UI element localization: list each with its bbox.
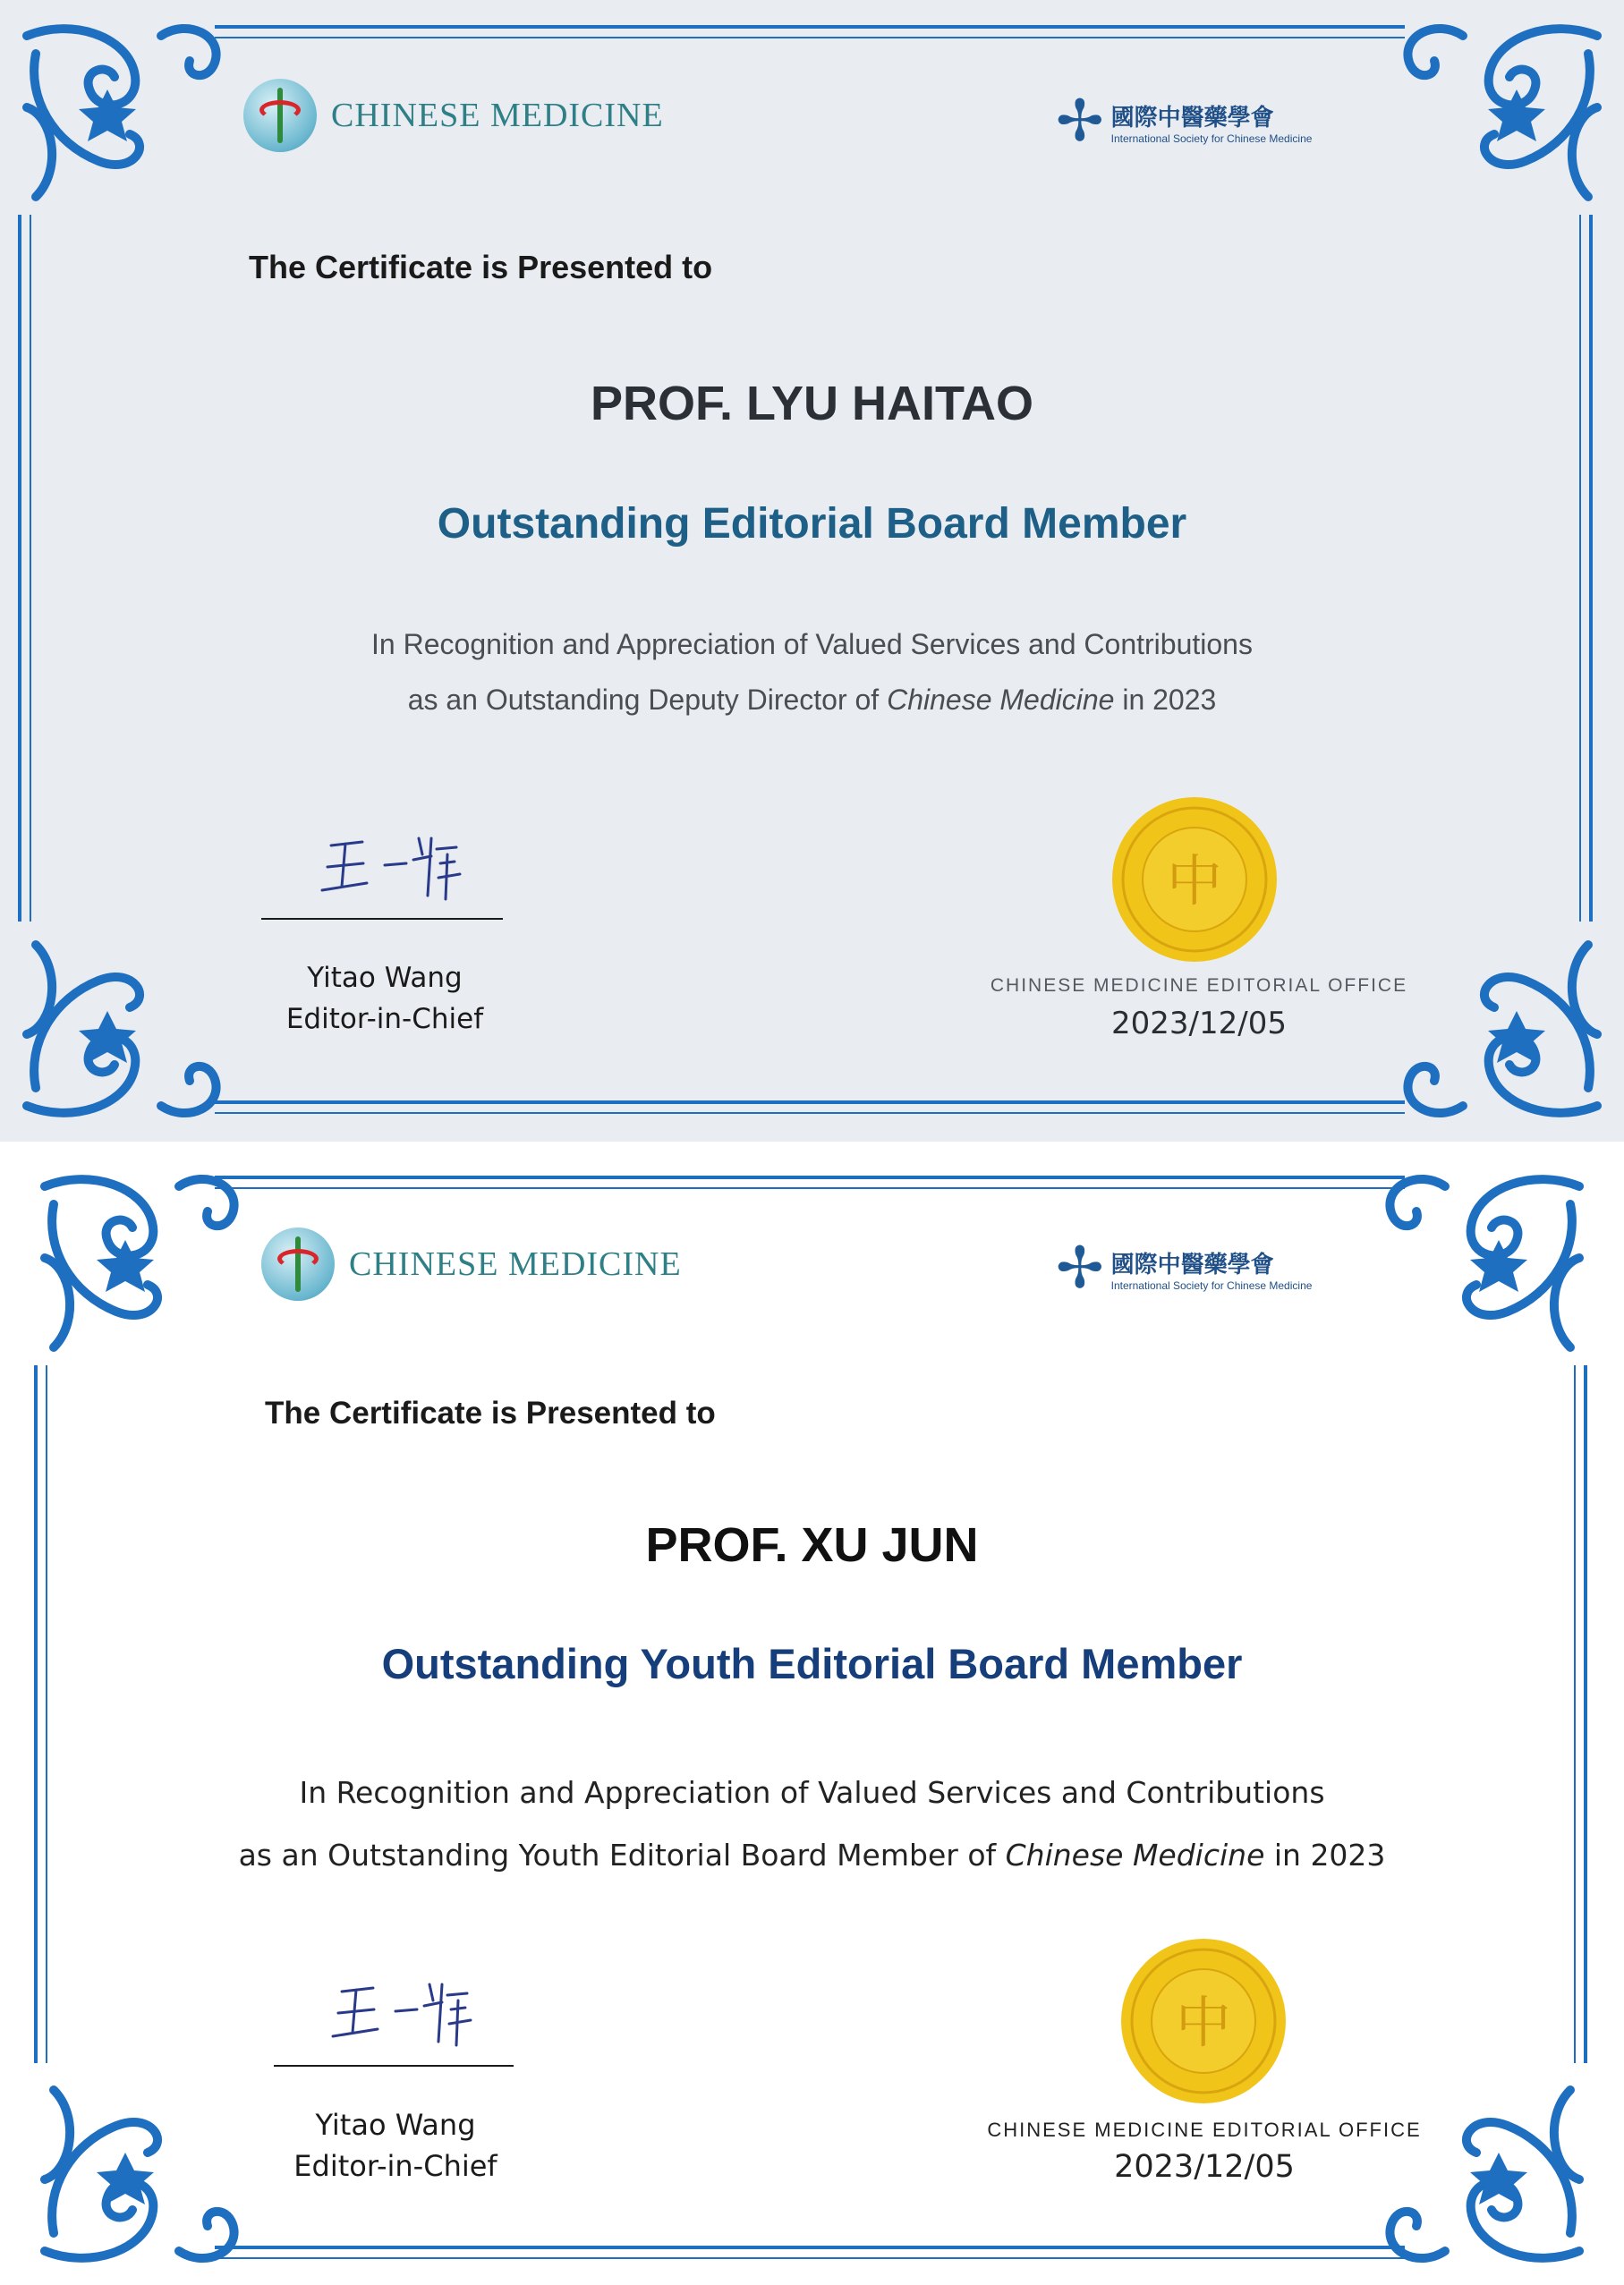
editorial-office: CHINESE MEDICINE EDITORIAL OFFICE [990, 975, 1408, 996]
award-title: Outstanding Editorial Board Member [437, 500, 1187, 548]
journal-logo-text: CHINESE MEDICINE [349, 1245, 682, 1283]
certificate-xu-jun [0, 1142, 1624, 2285]
journal-logo-text: CHINESE MEDICINE [331, 97, 664, 134]
presented-to: The Certificate is Presented to [249, 249, 713, 285]
svg-text:中: 中 [1166, 848, 1223, 913]
recognition-line-2-prefix: as an Outstanding Youth Editorial Board Member of [238, 1838, 1006, 1873]
society-logo [1056, 89, 1313, 155]
recognition-line-2-suffix: in 2023 [1264, 1838, 1386, 1873]
signature-line [274, 2065, 514, 2067]
recognition-line-2-prefix: as an Outstanding Deputy Director of [407, 684, 888, 716]
recognition-line-2-suffix: in 2023 [1114, 684, 1217, 716]
society-emblem-icon: ✢ [1056, 89, 1104, 155]
recognition-line-2 [0, 1838, 1624, 1873]
signer-title: Editor-in-Chief [293, 2149, 497, 2183]
recognition-line-1: In Recognition and Appreciation of Valued Services and Contributions [299, 1775, 1325, 1810]
signer-name: Yitao Wang [315, 2108, 476, 2142]
issue-date: 2023/12/05 [1111, 1006, 1287, 1041]
gold-seal-icon [1118, 1936, 1288, 2106]
society-emblem-icon: ✢ [1056, 1236, 1104, 1302]
signer-title: Editor-in-Chief [285, 1003, 484, 1035]
society-name-en: International Society for Chinese Medicine [1110, 1278, 1313, 1292]
award-title: Outstanding Youth Editorial Board Member [381, 1640, 1243, 1687]
presented-to: The Certificate is Presented to [265, 1396, 716, 1431]
editorial-office: CHINESE MEDICINE EDITORIAL OFFICE [987, 2119, 1422, 2141]
society-name-zh: 國際中醫藥學會 [1110, 1251, 1274, 1278]
signature-line [261, 918, 503, 920]
gold-seal-icon [1110, 794, 1280, 964]
journal-logo [261, 1227, 682, 1301]
issue-date: 2023/12/05 [1114, 2149, 1295, 2185]
chinese-medicine-logo-icon [261, 1227, 335, 1301]
signer-block [224, 957, 546, 1040]
journal-name-italic: Chinese Medicine [887, 684, 1115, 716]
signer-block [234, 2104, 557, 2187]
recipient-name: PROF. XU JUN [645, 1518, 979, 1572]
recognition-line-2 [0, 684, 1624, 717]
signature-icon [324, 1974, 476, 2054]
society-name-zh: 國際中醫藥學會 [1110, 104, 1274, 132]
society-logo [1056, 1236, 1313, 1302]
certificate-lyu-haitao [0, 0, 1624, 1142]
society-name-en: International Society for Chinese Medicine [1110, 132, 1313, 145]
chinese-medicine-logo-icon [243, 79, 317, 152]
journal-name-italic: Chinese Medicine [1005, 1838, 1265, 1873]
journal-logo [243, 79, 664, 152]
signature-icon [313, 828, 465, 908]
svg-text:中: 中 [1175, 1990, 1232, 2055]
recipient-name: PROF. LYU HAITAO [590, 377, 1034, 430]
recognition-line-1: In Recognition and Appreciation of Valued Services and Contributions [371, 628, 1253, 660]
signer-name: Yitao Wang [307, 962, 463, 994]
